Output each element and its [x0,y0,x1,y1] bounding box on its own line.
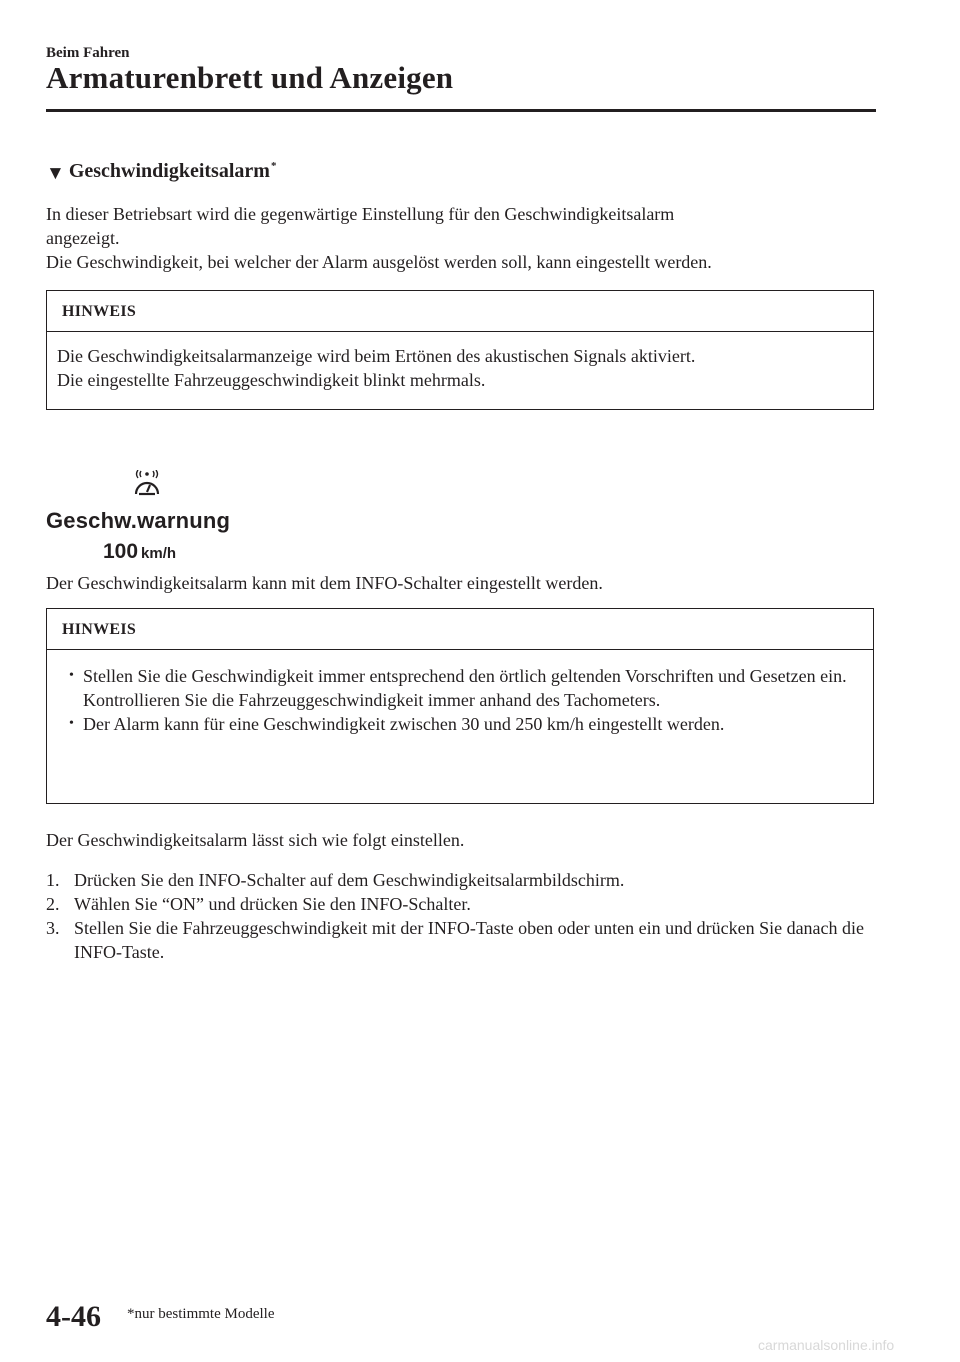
note-bullet: • Stellen Sie die Geschwindigkeit immer entsprechend den örtlich geltenden Vorschriften und Gesetzen ein. Kontrollieren Sie die Fahrzeuggeschwindigkeit immer anhand des Tachometers. [57,664,863,712]
step-number: 2. [46,894,60,914]
watermark: carmanualsonline.info [758,1337,895,1353]
speed-unit: km/h [141,545,177,562]
step-number: 3. [46,918,60,938]
note-box-2 [46,608,874,804]
section-asterisk: * [270,160,277,173]
step-text: Stellen Sie die Fahrzeuggeschwindigkeit mit der INFO-Taste oben oder unten ein und drücken Sie danach die INFO-Taste. [74,918,865,962]
step-item [46,916,876,964]
note-body [47,650,873,746]
info-paragraph: Der Geschwindigkeitsalarm kann mit dem INFO-Schalter eingestellt werden. [46,573,603,593]
step-text: Drücken Sie den INFO-Schalter auf dem Geschwindigkeitsalarmbildschirm. [74,870,625,890]
intro-line-2: angezeigt. [46,228,120,248]
page-title: Armaturenbrett und Anzeigen [46,60,454,95]
step-item [46,892,876,916]
note-heading: HINWEIS [47,291,873,332]
intro-line-3: Die Geschwindigkeit, bei welcher der Alarm ausgelöst werden soll, kann eingestellt werden. [46,252,712,272]
section-heading [46,160,276,188]
step-number: 1. [46,870,60,890]
chapter-label: Beim Fahren [46,45,130,61]
section-title-text: Geschwindigkeitsalarm [68,160,270,182]
note-line-2: Die eingestellte Fahrzeuggeschwindigkeit blinkt mehrmals. [57,370,486,390]
note-box-1 [46,290,874,410]
step-item [46,868,876,892]
note-heading: HINWEIS [47,609,873,650]
intro-paragraph [46,202,886,274]
speedometer-alarm-icon [130,470,164,504]
speed-number: 100 [103,540,139,563]
down-triangle-icon: ▼ [46,163,65,184]
intro-line-1: In dieser Betriebsart wird die gegenwärtige Einstellung für den Geschwindigkeitsalarm [46,204,675,224]
note-bullet: • Der Alarm kann für eine Geschwindigkeit zwischen 30 und 250 km/h eingestellt werden. [57,712,863,736]
steps-intro: Der Geschwindigkeitsalarm lässt sich wie folgt einstellen. [46,830,465,850]
footnote: *nur bestimmte Modelle [127,1306,275,1322]
steps-list [46,868,876,964]
step-text: Wählen Sie “ON” und drücken Sie den INFO-Schalter. [74,894,471,914]
display-label: Geschw.warnung [46,508,231,533]
note-line-1: Die Geschwindigkeitsalarmanzeige wird beim Ertönen des akustischen Signals aktiviert. [57,346,696,366]
display-speed-value [103,540,176,564]
header-divider [46,109,876,112]
note-body [47,332,873,402]
note-bullet-list [57,664,863,736]
page-number: 4-46 [46,1300,101,1333]
